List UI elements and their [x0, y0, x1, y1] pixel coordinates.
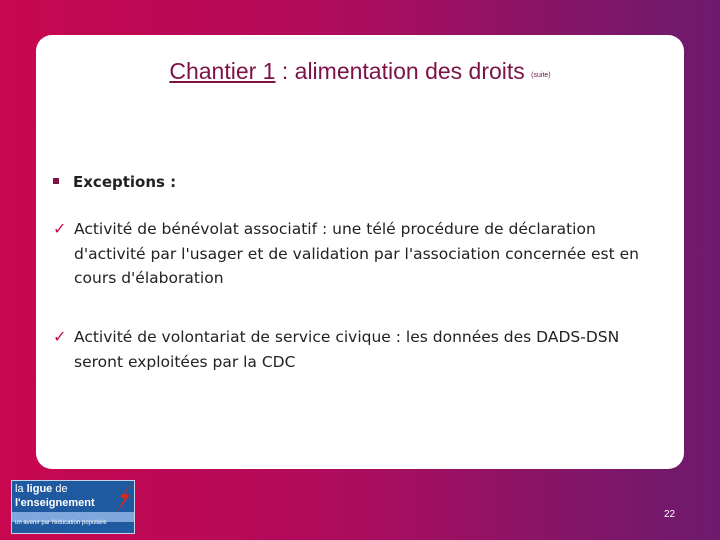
slide-title [0, 58, 720, 85]
section-heading [53, 173, 176, 191]
page-number: 22 [664, 509, 676, 520]
list-item [53, 217, 663, 291]
list-item [53, 325, 663, 374]
list-item-text: Activité de bénévolat associatif : une télé procédure de déclaration d'activité par l'usager et de validation par l'association concernée est en cours d'élaboration [74, 220, 639, 287]
ligue-enseignement-logo [11, 480, 135, 534]
lightning-icon [114, 483, 134, 513]
logo-text: ligue [26, 483, 53, 495]
title-main: Chantier 1 [169, 58, 276, 84]
title-suffix: (suite) [531, 72, 551, 79]
logo-text: la [15, 483, 27, 495]
checkmark-icon: ✓ [53, 327, 67, 346]
logo-text: de [52, 483, 68, 495]
logo-text: l'enseignement [15, 497, 95, 509]
section-heading-text: Exceptions : [73, 173, 177, 191]
logo-tagline: un avenir par l'éducation populaire [15, 520, 107, 526]
title-rest: : alimentation des droits [275, 58, 532, 84]
checkmark-icon: ✓ [53, 219, 67, 238]
square-bullet-icon [53, 178, 59, 184]
list-item-text: Activité de volontariat de service civique : les données des DADS-DSN seront exploitées par la CDC [74, 328, 620, 371]
